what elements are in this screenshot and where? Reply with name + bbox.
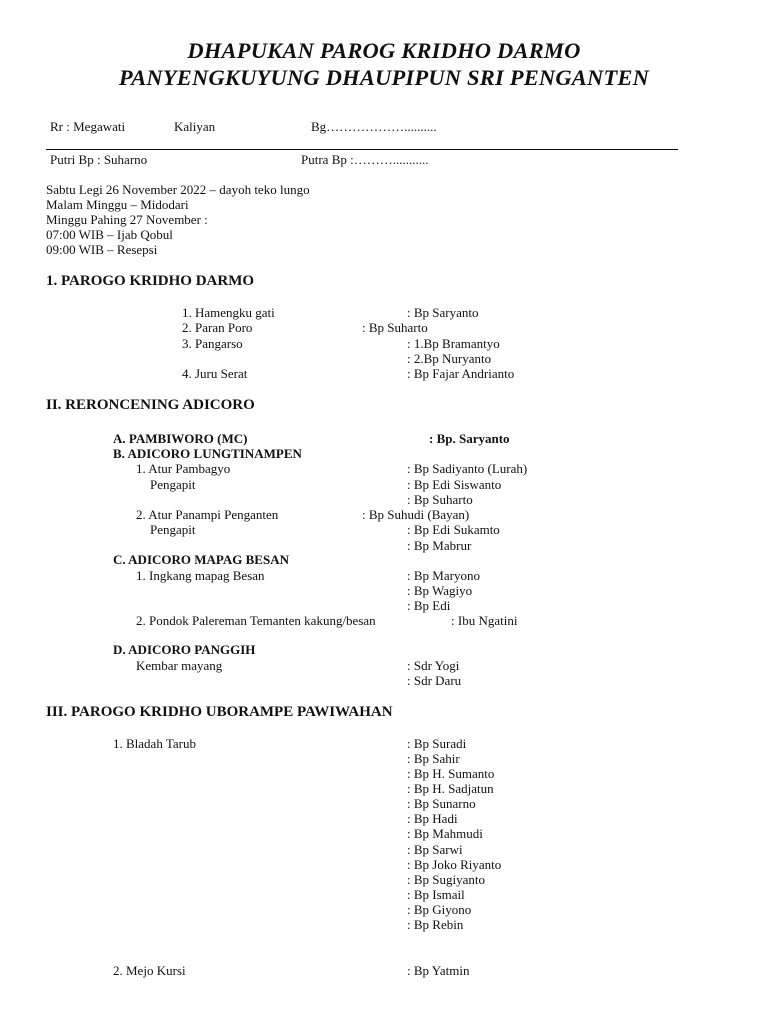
bride-name: Rr : Megawati bbox=[50, 119, 126, 134]
role-label: 2. Mejo Kursi bbox=[113, 963, 186, 978]
schedule-line: 09:00 WIB – Resepsi bbox=[46, 242, 158, 257]
role-value: : 1.Bp Bramantyo bbox=[407, 336, 500, 351]
role-value: : Bp Suharto bbox=[362, 320, 428, 335]
member-name: : Bp Joko Riyanto bbox=[407, 857, 502, 872]
subsection-a-value: : Bp. Saryanto bbox=[429, 431, 510, 446]
schedule-line: Minggu Pahing 27 November : bbox=[46, 212, 208, 227]
section-1-heading: 1. PAROGO KRIDHO DARMO bbox=[46, 273, 255, 289]
schedule-line: Sabtu Legi 26 November 2022 – dayoh teko lungo bbox=[46, 182, 310, 197]
schedule-line: 07:00 WIB – Ijab Qobul bbox=[46, 227, 173, 242]
role-value: : 2.Bp Nuryanto bbox=[407, 351, 492, 366]
section-2-heading: II. RERONCENING ADICORO bbox=[46, 397, 255, 413]
role-label: 4. Juru Serat bbox=[182, 366, 248, 381]
member-name: : Bp Hadi bbox=[407, 811, 458, 826]
role-label: 1. Atur Pambagyo bbox=[136, 461, 231, 476]
role-label: 2. Paran Poro bbox=[182, 320, 253, 335]
subsection-d-label: D. ADICORO PANGGIH bbox=[113, 642, 256, 657]
member-name: : Bp Mahmudi bbox=[407, 826, 483, 841]
member-name: : Bp Ismail bbox=[407, 887, 465, 902]
role-value: : Bp Edi Sukamto bbox=[407, 522, 500, 537]
bride-parent: Putri Bp : Suharno bbox=[50, 152, 148, 167]
role-label: 2. Pondok Palereman Temanten kakung/besan bbox=[136, 613, 376, 628]
member-name: : Bp Yatmin bbox=[407, 963, 470, 978]
role-label: 1. Hamengku gati bbox=[182, 305, 275, 320]
role-label: Pengapit bbox=[150, 477, 196, 492]
schedule-line: Malam Minggu – Midodari bbox=[46, 197, 189, 212]
groom-name: Bg……………….......... bbox=[311, 119, 437, 134]
subsection-c-label: C. ADICORO MAPAG BESAN bbox=[113, 552, 289, 567]
role-label: 1. Ingkang mapag Besan bbox=[136, 568, 265, 583]
role-value: : Bp Suharto bbox=[407, 492, 473, 507]
subsection-b-label: B. ADICORO LUNGTINAMPEN bbox=[113, 446, 302, 461]
role-value: : Bp Wagiyo bbox=[407, 583, 473, 598]
member-name: : Bp H. Sadjatun bbox=[407, 781, 494, 796]
role-value: : Sdr Daru bbox=[407, 673, 462, 688]
role-value: : Bp Edi bbox=[407, 598, 451, 613]
document-title-line-2: PANYENGKUYUNG DHAUPIPUN SRI PENGANTEN bbox=[118, 65, 650, 90]
role-value: : Bp Maryono bbox=[407, 568, 480, 583]
member-name: : Bp Giyono bbox=[407, 902, 472, 917]
role-value: : Bp Edi Siswanto bbox=[407, 477, 502, 492]
subsection-a-label: A. PAMBIWORO (MC) bbox=[113, 431, 248, 446]
member-name: : Bp H. Sumanto bbox=[407, 766, 495, 781]
role-label: 2. Atur Panampi Penganten bbox=[136, 507, 279, 522]
role-label: Kembar mayang bbox=[136, 658, 223, 673]
role-label: 1. Bladah Tarub bbox=[113, 736, 196, 751]
groom-parent: Putra Bp :………........... bbox=[301, 152, 429, 167]
member-name: : Bp Rebin bbox=[407, 917, 464, 932]
member-name: : Bp Suradi bbox=[407, 736, 467, 751]
role-value: : Bp Suhudi (Bayan) bbox=[362, 507, 470, 522]
divider-line bbox=[46, 149, 678, 150]
member-name: : Bp Sugiyanto bbox=[407, 872, 486, 887]
member-name: : Bp Sunarno bbox=[407, 796, 476, 811]
kaliyan-label: Kaliyan bbox=[174, 119, 216, 134]
section-3-heading: III. PAROGO KRIDHO UBORAMPE PAWIWAHAN bbox=[46, 704, 393, 720]
role-value: : Ibu Ngatini bbox=[451, 613, 518, 628]
role-value: : Sdr Yogi bbox=[407, 658, 460, 673]
document-title-line-1: DHAPUKAN PAROG KRIDHO DARMO bbox=[187, 38, 581, 63]
role-value: : Bp Fajar Andrianto bbox=[407, 366, 515, 381]
role-value: : Bp Mabrur bbox=[407, 538, 472, 553]
member-name: : Bp Sarwi bbox=[407, 842, 463, 857]
role-label: 3. Pangarso bbox=[182, 336, 243, 351]
role-value: : Bp Sadiyanto (Lurah) bbox=[407, 461, 528, 476]
member-name: : Bp Sahir bbox=[407, 751, 460, 766]
role-value: : Bp Saryanto bbox=[407, 305, 479, 320]
role-label: Pengapit bbox=[150, 522, 196, 537]
